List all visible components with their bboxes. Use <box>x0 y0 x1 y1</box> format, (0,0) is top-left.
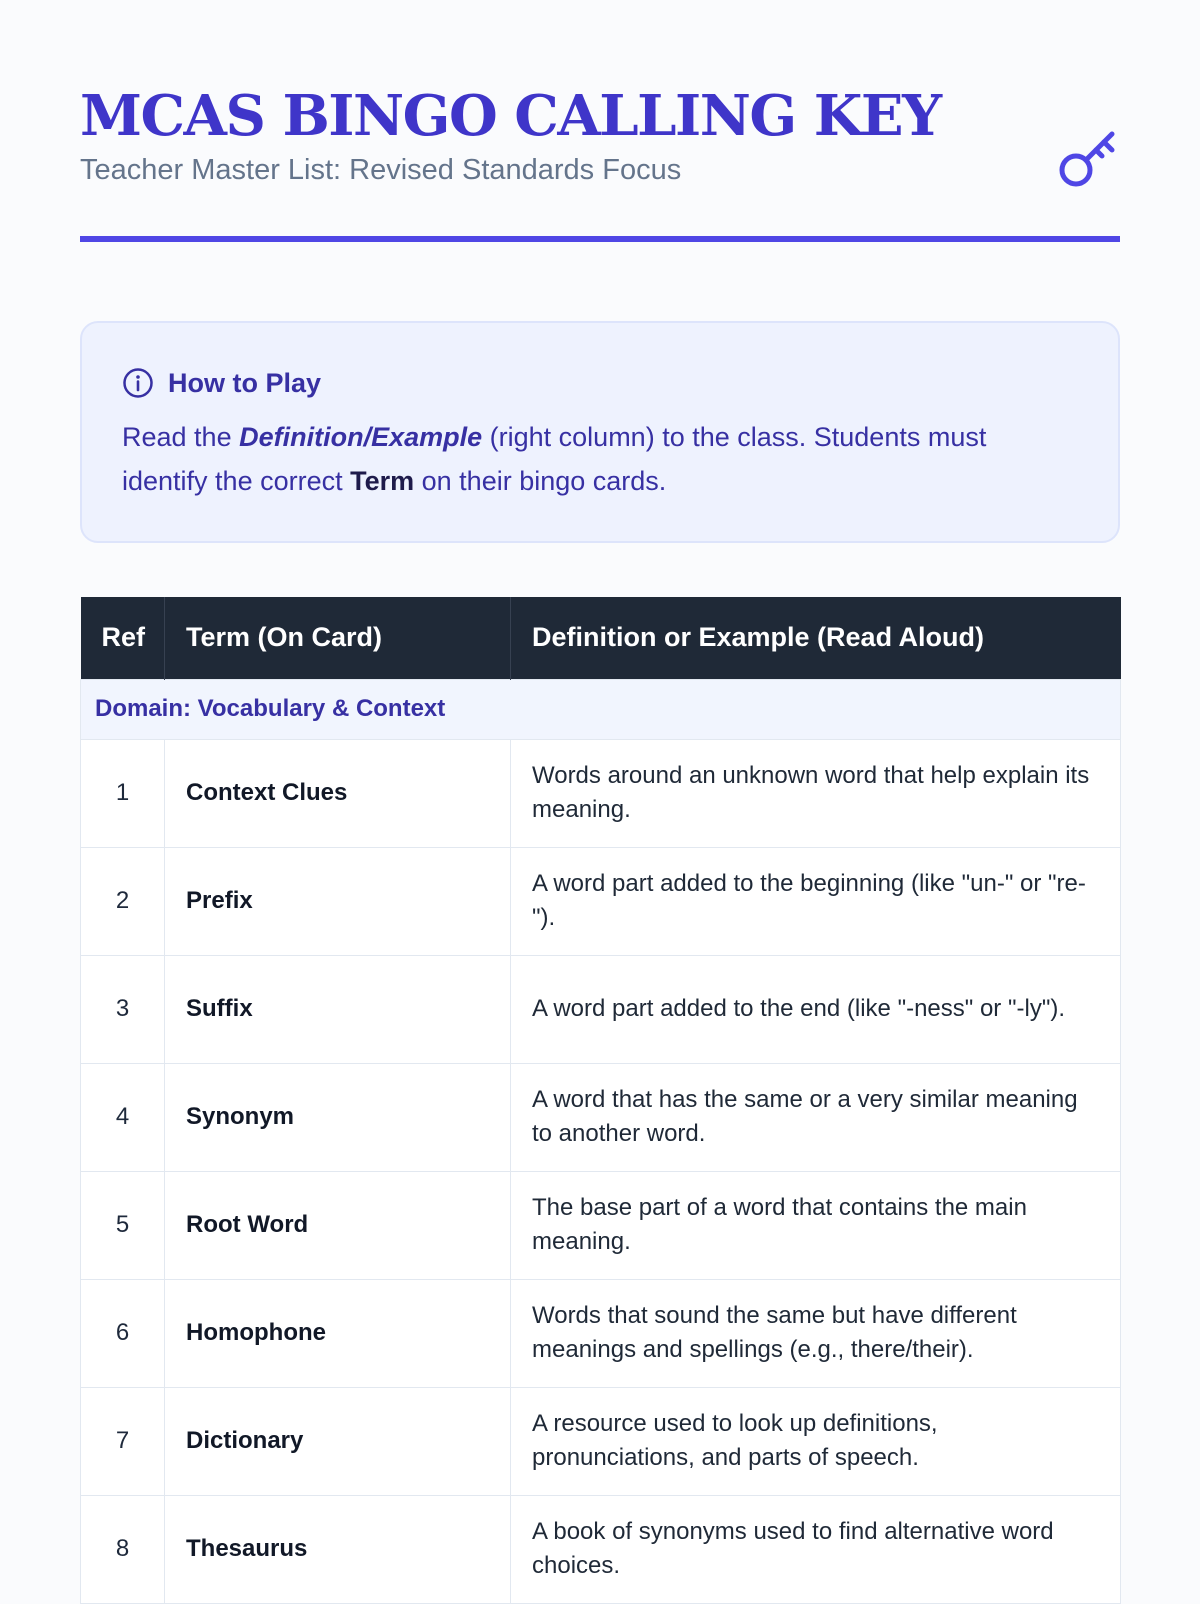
instruction-strong: Term <box>350 466 415 496</box>
how-to-play-title: How to Play <box>168 367 322 398</box>
table-row <box>81 1279 1121 1387</box>
table-row <box>81 1171 1121 1279</box>
table-row <box>81 955 1121 1063</box>
table-row <box>81 1495 1121 1603</box>
column-header-ref: Ref <box>81 597 165 679</box>
row-ref: 2 <box>81 847 165 955</box>
column-header-term: Term (On Card) <box>165 597 511 679</box>
page-title: MCAS BINGO CALLING KEY <box>80 83 941 149</box>
how-to-play-instructions <box>122 415 1078 503</box>
table-row <box>81 739 1121 847</box>
instruction-emphasis: Definition/Example <box>239 422 483 452</box>
table-header-row <box>81 597 1121 679</box>
row-term: Context Clues <box>165 739 511 847</box>
row-term: Suffix <box>165 955 511 1063</box>
row-ref: 5 <box>81 1171 165 1279</box>
row-definition: A word part added to the beginning (like "un-" or "re-"). <box>511 847 1121 955</box>
key-icon <box>1056 126 1120 190</box>
row-definition: A word that has the same or a very similar meaning to another word. <box>511 1063 1121 1171</box>
page <box>80 0 1120 1579</box>
row-definition: A word part added to the end (like "-ness" or "-ly"). <box>511 955 1121 1063</box>
row-term: Prefix <box>165 847 511 955</box>
instruction-text: on their bingo cards. <box>414 466 667 496</box>
row-term: Thesaurus <box>165 1495 511 1603</box>
domain-label: Domain: Vocabulary & Context <box>81 679 1121 739</box>
info-icon <box>122 367 154 399</box>
how-to-play-panel <box>80 321 1120 543</box>
row-term: Dictionary <box>165 1387 511 1495</box>
row-ref: 8 <box>81 1495 165 1603</box>
page-subtitle: Teacher Master List: Revised Standards Focus <box>80 154 682 186</box>
table-row <box>81 1387 1121 1495</box>
row-definition: Words around an unknown word that help explain its meaning. <box>511 739 1121 847</box>
calling-key-table <box>80 597 1121 1604</box>
row-ref: 1 <box>81 739 165 847</box>
row-definition: The base part of a word that contains the main meaning. <box>511 1171 1121 1279</box>
row-definition: Words that sound the same but have different meanings and spellings (e.g., there/their). <box>511 1279 1121 1387</box>
row-definition: A book of synonyms used to find alternative word choices. <box>511 1495 1121 1603</box>
instruction-text: Read the <box>122 422 240 452</box>
row-ref: 4 <box>81 1063 165 1171</box>
page-header <box>80 0 1120 242</box>
instruction-text: (right column) to the class. Students must identify the correct <box>122 422 987 496</box>
how-to-play-heading <box>122 365 1078 401</box>
table-row <box>81 1063 1121 1171</box>
table-row <box>81 847 1121 955</box>
row-term: Synonym <box>165 1063 511 1171</box>
row-term: Homophone <box>165 1279 511 1387</box>
row-definition: A resource used to look up definitions, pronunciations, and parts of speech. <box>511 1387 1121 1495</box>
domain-row <box>81 679 1121 739</box>
calling-key-table-wrapper <box>80 597 1120 1604</box>
row-ref: 3 <box>81 955 165 1063</box>
row-ref: 6 <box>81 1279 165 1387</box>
row-ref: 7 <box>81 1387 165 1495</box>
row-term: Root Word <box>165 1171 511 1279</box>
column-header-definition: Definition or Example (Read Aloud) <box>511 597 1121 679</box>
